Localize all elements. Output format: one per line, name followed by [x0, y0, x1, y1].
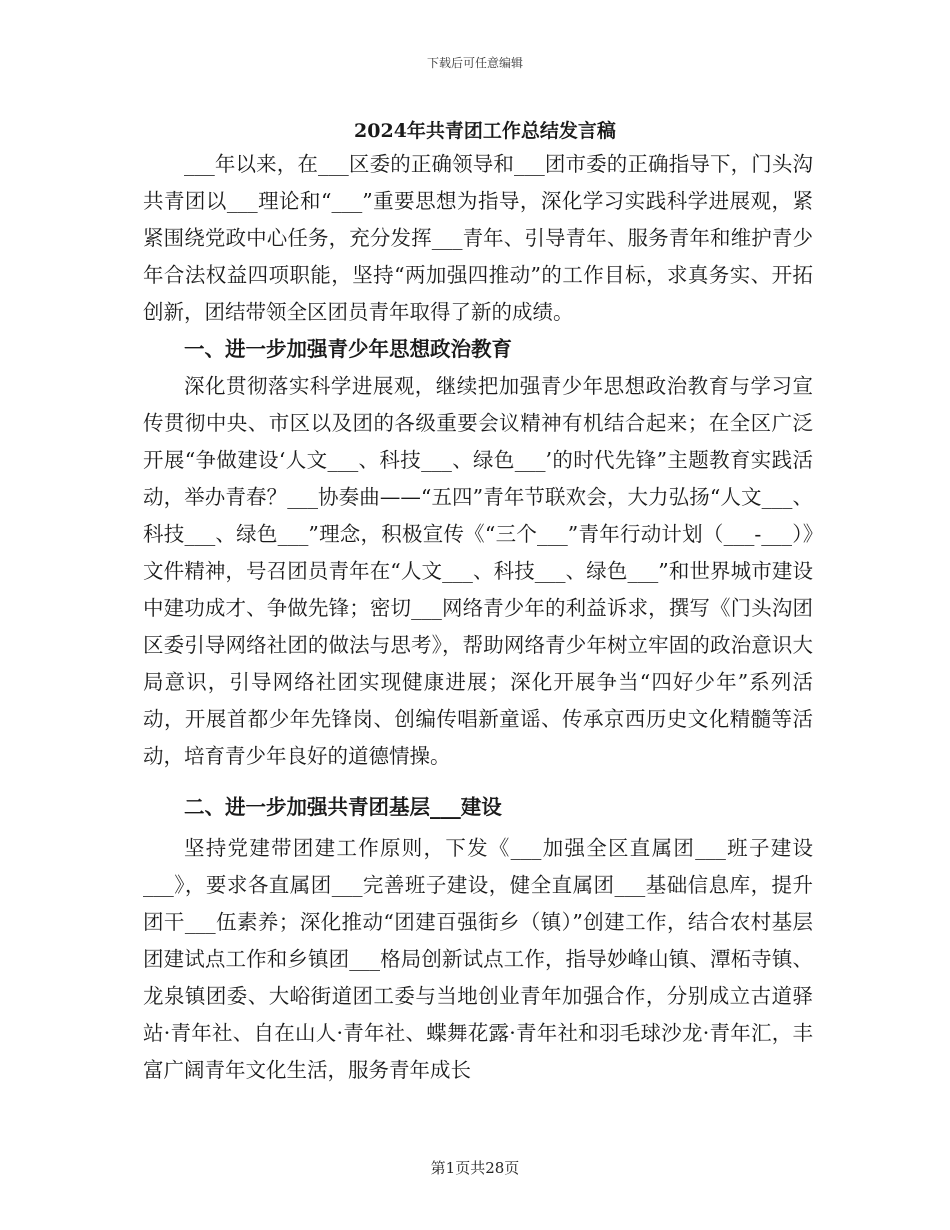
section-heading-1: 一、进一步加强青少年思想政治教育 — [184, 337, 512, 361]
page-footer: 第1页共28页 — [430, 1159, 520, 1177]
intro-paragraph: ___年以来，在___区委的正确领导和___团市委的正确指导下，门头沟共青团以___理论和“___”重要思想为指导，深化学习实践科学进展观，紧紧围绕党政中心任务，充分发挥___青年、引导青年、服务青年和维护青少年合法权益四项职能，坚持“两加强四推动”的工作目标，求真务实、开拓创新，团结带领全区团员青年取得了新的成绩。 — [143, 152, 813, 324]
document-title: 2024年共青团工作总结发言稿 — [354, 120, 616, 142]
header-note: 下载后可任意编辑 — [426, 56, 523, 70]
section-heading-2: 二、进一步加强共青团基层___建设 — [184, 795, 502, 819]
section-2-paragraph: 坚持党建带团建工作原则，下发《___加强全区直属团___班子建设___》，要求各直属团___完善班子建设，健全直属团___基础信息库，提升团干___伍素养；深化推动“团建百强街乡（镇）”创建工作，结合农村基层团建试点工作和乡镇团___格局创新试点工作，指导妙峰山镇、潭柘寺镇、龙泉镇团委、大峪街道团工委与当地创业青年加强合作，分别成立古道驿站·青年社、自在山人·青年社、蝶舞花露·青年社和羽毛球沙龙·青年汇，丰富广阔青年文化生活，服务青年成长 — [143, 836, 813, 1082]
document-body — [143, 146, 813, 1089]
section-1-paragraph: 深化贯彻落实科学进展观，继续把加强青少年思想政治教育与学习宣传贯彻中央、市区以及团的各级重要会议精神有机结合起来；在全区广泛开展“争做建设‘人文___、科技___、绿色___’的时代先锋”主题教育实践活动，举办青春？___协奏曲——“五四”青年节联欢会，大力弘扬“人文___、科技___、绿色___”理念，积极宣传《“三个___”青年行动计划（___-___）》文件精神，号召团员青年在“人文___、科技___、绿色___”和世界城市建设中建功成才、争做先锋；密切___网络青少年的利益诉求，撰写《门头沟团区委引导网络社团的做法与思考》，帮助网络青少年树立牢固的政治意识大局意识，引导网络社团实现健康进展；深化开展争当“四好少年”系列活动，开展首都少年先锋岗、创编传唱新童谣、传承京西历史文化精髓等活动，培育青少年良好的道德情操。 — [143, 374, 813, 768]
